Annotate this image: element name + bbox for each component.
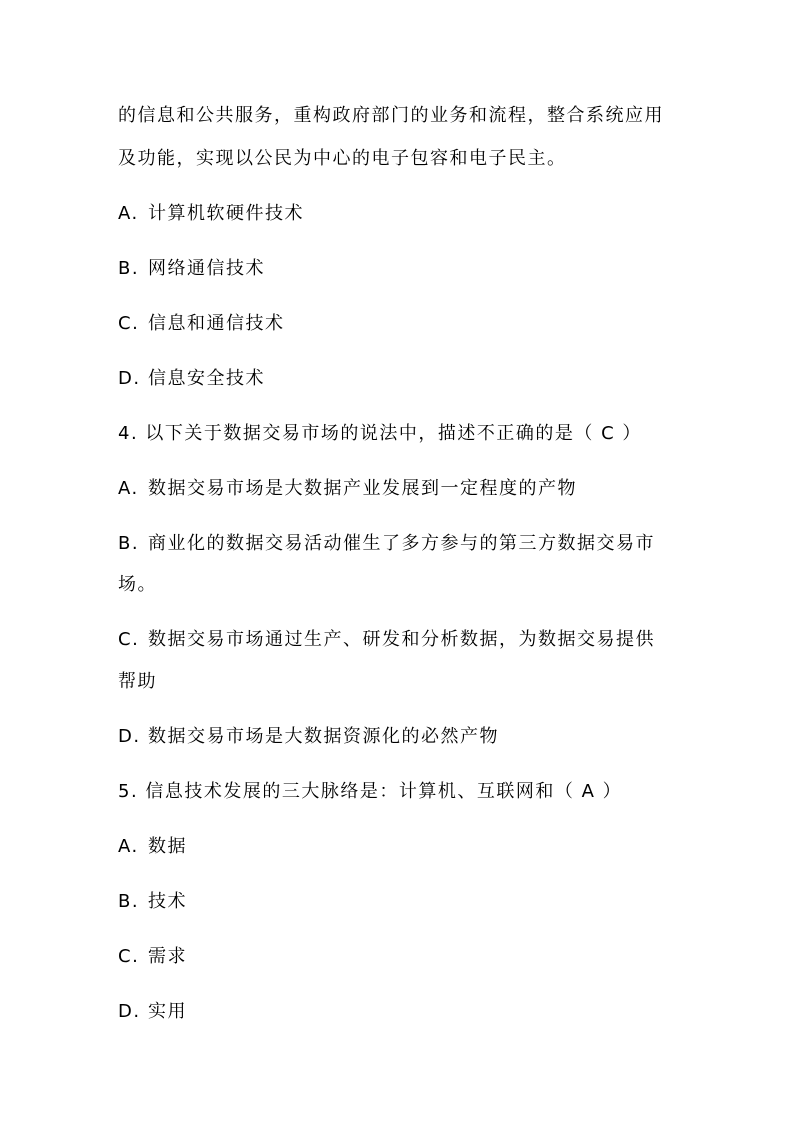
q4-option-c-continuation: 帮助 <box>118 671 157 692</box>
q3-option-a <box>118 202 698 226</box>
option-text: 网络通信技术 <box>148 258 265 279</box>
q4-option-d <box>118 725 698 749</box>
option-label: C. <box>118 313 140 334</box>
q5-option-b <box>118 890 698 914</box>
option-text: 商业化的数据交易活动催生了多方参与的第三方数据交易市 <box>148 533 655 554</box>
intro-line-1: 的信息和公共服务，重构政府部门的业务和流程，整合系统应用 <box>118 105 664 126</box>
intro-line-2: 及功能，实现以公民为中心的电子包容和电子民主。 <box>118 148 567 169</box>
q4-question: 4. 以下关于数据交易市场的说法中，描述不正确的是（ C ） <box>118 423 642 444</box>
option-label: C. <box>118 629 140 650</box>
option-label: B. <box>118 891 140 912</box>
q5-option-a <box>118 835 698 859</box>
option-label: A. <box>118 836 139 857</box>
option-label: B. <box>118 533 140 554</box>
option-label: D. <box>118 726 141 747</box>
option-label: B. <box>118 258 140 279</box>
q4-option-c <box>118 628 698 652</box>
q3-option-d <box>118 367 698 391</box>
q4-option-b <box>118 532 698 556</box>
q4-option-b-continuation: 场。 <box>118 574 157 595</box>
q5-option-c <box>118 945 698 969</box>
q4-option-a <box>118 477 698 501</box>
option-text: 数据交易市场通过生产、研发和分析数据，为数据交易提供 <box>148 629 655 650</box>
option-text: 实用 <box>148 1001 187 1022</box>
option-label: A. <box>118 203 139 224</box>
option-label: D. <box>118 1001 141 1022</box>
option-label: A. <box>118 478 139 499</box>
option-text: 数据交易市场是大数据资源化的必然产物 <box>148 726 499 747</box>
option-text: 数据交易市场是大数据产业发展到一定程度的产物 <box>148 478 577 499</box>
option-text: 数据 <box>148 836 187 857</box>
option-text: 技术 <box>148 891 187 912</box>
option-text: 需求 <box>148 946 187 967</box>
option-text: 计算机软硬件技术 <box>148 203 304 224</box>
option-text: 信息安全技术 <box>148 368 265 389</box>
option-label: C. <box>118 946 140 967</box>
q3-option-c <box>118 312 698 336</box>
option-text: 信息和通信技术 <box>148 313 285 334</box>
q5-option-d <box>118 1000 698 1024</box>
option-label: D. <box>118 368 141 389</box>
q5-question: 5. 信息技术发展的三大脉络是：计算机、互联网和（ A ） <box>118 781 623 802</box>
q3-option-b <box>118 257 698 281</box>
